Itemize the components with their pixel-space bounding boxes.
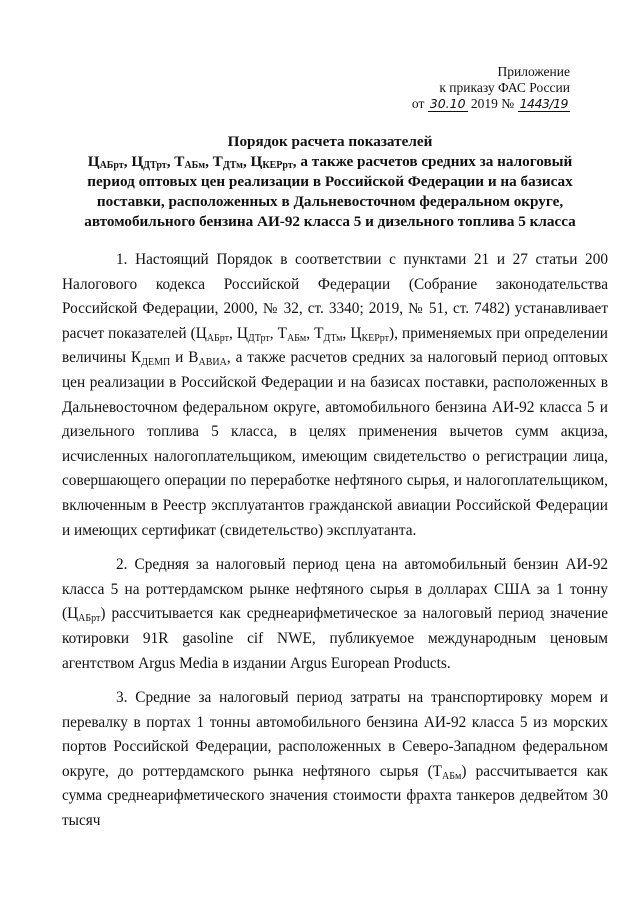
title-line-5: автомобильного бензина АИ-92 класса 5 и дизельного топлива 5 класса bbox=[84, 213, 576, 230]
paragraph-3: 3. Средние за налоговый период затраты на транспортировку морем и перевалку в портах 1 тонны автомобильного бензина АИ-92 класса 5 из морских портов Российской Федерации, расположенных в Северо-Западном федеральном округе, до роттердамского рынка нефтяного сырья $(Т_{АБм})$ рассчитывается как сумма среднеарифметического значения стоимости фрахта танкеров дедвейтом 30 тысяч bbox=[62, 689, 608, 830]
appendix-header bbox=[412, 64, 570, 112]
paragraph-2: 2. Средняя за налоговый период цена на автомобильный бензин АИ-92 класса 5 на роттердамском рынке нефтяного сырья в долларах США за 1 тонну $(Ц_{АБрт})$ рассчитывается как среднеарифметическое за налоговый период значение котировки 91R gasoline cif NWE, публикуемое международным ценовым агентством Argus Media в издании Argus European Products. bbox=[62, 556, 608, 672]
paragraph-1: 1. Настоящий Порядок в соответствии с пунктами 21 и 27 статьи 200 Налогового кодекса Российской Федерации (Собрание законодательства Российской Федерации, 2000, № 32, ст. 3340; 2019, № 51, ст. 7482) устанавливает расчет показателей ($Ц_{АБрт}$, $Ц_{ДТрт}$, $Т_{АБм}$, $Т_{ДТм}$, $Ц_{КЕРрт}$), применяемых при определении величины $К_{ДЕМП}$ и $В_{АВИА}$, а также расчетов средних за налоговый период оптовых цен реализации в Российской Федерации и на базисах поставки, расположенных в Дальневосточном федеральном округе, автомобильного бензина АИ-92 класса 5 и дизельного топлива 5 класса, в целях применения вычетов сумм акциза, исчисленных налогоплательщиком, имеющим свидетельство о регистрации лица, совершающего операции по переработке нефтяного сырья, и налогоплательщиком, включенным в Реестр эксплуатантов гражданской авиации Российской Федерации и имеющих сертификат (свидетельство) эксплуатанта. bbox=[62, 251, 608, 539]
appendix-date-line bbox=[412, 96, 570, 112]
appendix-order-ref: к приказу ФАС России bbox=[439, 80, 570, 95]
title-line-1: Порядок расчета показателей bbox=[227, 133, 433, 150]
document-body bbox=[62, 248, 608, 834]
title-line-2: $Ц_{АБрт}$, $Ц_{ДТрт}$, $Т_{АБм}$, $Т_{ДТм}$, $Ц_{КЕРрт}$, а также расчетов средних за налоговый bbox=[87, 153, 573, 171]
appendix-year-number-label: 2019 № bbox=[470, 96, 515, 111]
title-line-3: период оптовых цен реализации в Российской Федерации и на базисах bbox=[87, 173, 573, 190]
handwritten-date: 30.10 bbox=[429, 96, 466, 111]
appendix-title: Приложение bbox=[497, 64, 570, 79]
document-title bbox=[60, 132, 600, 232]
appendix-from-label: от bbox=[411, 96, 425, 111]
title-line-4: поставки, расположенных в Дальневосточном федеральном округе, bbox=[96, 193, 564, 210]
handwritten-order-number: 1443/19 bbox=[519, 96, 568, 111]
